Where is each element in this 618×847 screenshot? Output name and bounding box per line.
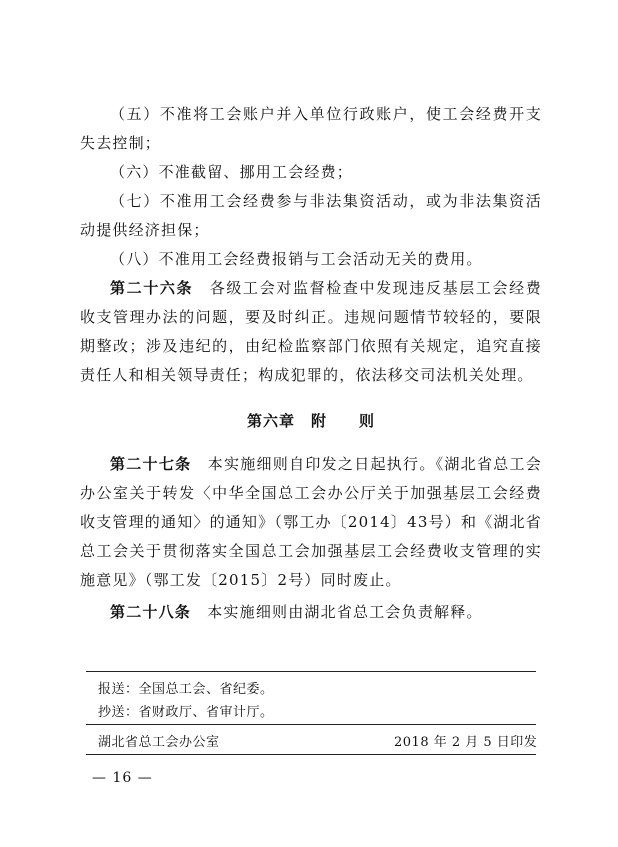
article-26-text: 各级工会对监督检查中发现违反基层工会经费收支管理办法的问题，要及时纠正。违规问题情节较轻的，要限期整改；涉及违纪的，由纪检监察部门依照有关规定，追究直接责任人和相关领导责任；构成犯罪的，依法移交司法机关处理。	[80, 279, 542, 384]
footer-top-rule	[86, 671, 536, 672]
article-27-label: 第二十七条	[110, 455, 192, 473]
cc-line: 抄送：省财政厅、省审计厅。	[98, 705, 274, 720]
article-28-text: 本实施细则由湖北省总工会负责解释。	[207, 603, 483, 621]
issue-date: 2018 年 2 月 5 日印发	[394, 735, 538, 750]
article-27	[80, 450, 542, 595]
footer-middle-rule	[86, 724, 536, 725]
page-number: — 16 —	[92, 770, 153, 786]
issuer: 湖北省总工会办公室	[98, 735, 220, 750]
article-26	[80, 274, 542, 390]
article-28-label: 第二十八条	[110, 603, 192, 621]
footer-bottom-rule	[86, 754, 536, 755]
item-7: （七）不准用工会经费参与非法集资活动，或为非法集资活动提供经济担保；	[80, 192, 542, 239]
article-27-text: 本实施细则自印发之日起执行。《湖北省总工会办公室关于转发〈中华全国总工会办公厅关于加强基层工会经费收支管理的通知〉的通知》（鄂工办〔2014〕43号）和《湖北省总工会关于贯彻落实全国总工会加强基层工会经费收支管理的实施意见》（鄂工发〔2015〕2号）同时废止。	[80, 455, 542, 589]
article-26-label: 第二十六条	[110, 279, 194, 297]
chapter-heading: 第六章 附 则	[246, 412, 375, 430]
item-5: （五）不准将工会账户并入单位行政账户，使工会经费开支失去控制；	[80, 105, 542, 152]
report-to-line: 报送：全国总工会、省纪委。	[98, 682, 274, 697]
article-28	[80, 598, 542, 627]
item-8: （八）不准用工会经费报销与工会活动无关的费用。	[110, 250, 483, 268]
item-6: （六）不准截留、挪用工会经费；	[110, 163, 354, 181]
